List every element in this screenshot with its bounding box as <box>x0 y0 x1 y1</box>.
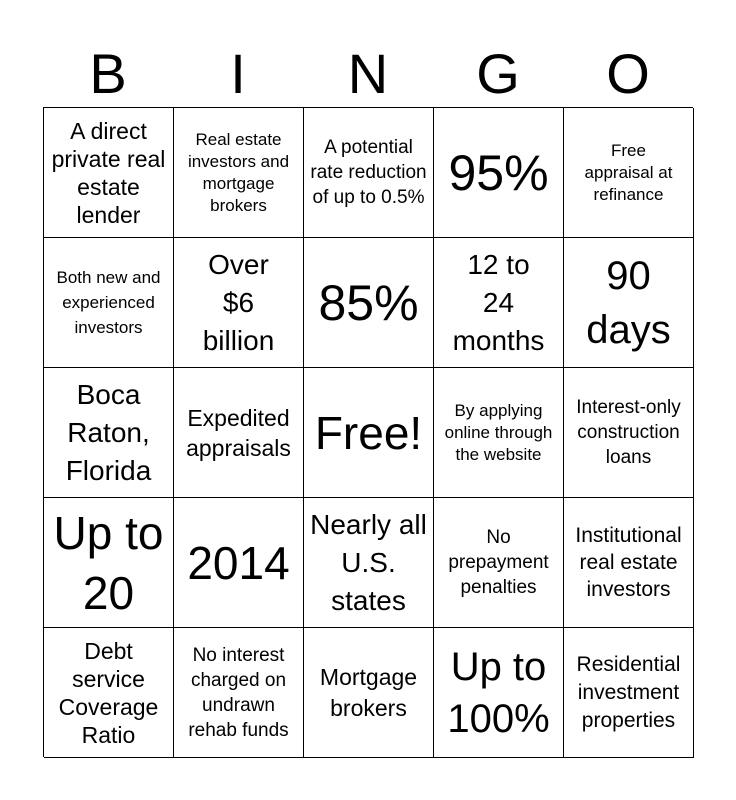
bingo-cell[interactable] <box>174 108 304 238</box>
bingo-cell[interactable] <box>44 628 174 758</box>
bingo-cell[interactable] <box>564 238 694 368</box>
bingo-cell[interactable] <box>434 498 564 628</box>
bingo-cell[interactable] <box>174 498 304 628</box>
header-letter-b: B <box>89 42 127 105</box>
cell-text: Institutional real estate investors <box>575 524 682 601</box>
bingo-cell[interactable] <box>564 498 694 628</box>
bingo-cell[interactable] <box>174 368 304 498</box>
cell-text: A potential rate reduction of up to 0.5% <box>310 137 427 208</box>
header-letter-i: I <box>230 42 246 105</box>
bingo-cell[interactable] <box>44 368 174 498</box>
cell-text: By applying online through the website <box>444 400 553 464</box>
bingo-cell[interactable] <box>304 498 434 628</box>
bingo-cell[interactable] <box>434 238 564 368</box>
bingo-cell[interactable] <box>304 368 434 498</box>
header-letter-n: N <box>347 42 389 105</box>
header-letter-o: O <box>606 42 650 105</box>
cell-text: 90 days <box>586 253 671 352</box>
cell-text: 95% <box>448 144 549 201</box>
cell-text: Up to 20 <box>53 506 164 619</box>
bingo-cell[interactable] <box>434 108 564 238</box>
cell-text: Debt service Coverage Ratio <box>58 637 159 748</box>
cell-text: Expedited appraisals <box>186 404 291 461</box>
cell-text: Nearly all U.S. states <box>310 508 427 616</box>
bingo-header <box>43 40 693 108</box>
cell-text: No prepayment penalties <box>448 527 549 598</box>
cell-text: No interest charged on undrawn rehab funds <box>188 644 289 741</box>
cell-text: Over $6 billion <box>202 248 275 356</box>
bingo-cell[interactable] <box>564 108 694 238</box>
cell-text: Up to 100% <box>447 644 550 741</box>
bingo-cell[interactable] <box>174 238 304 368</box>
cell-text: Mortgage brokers <box>319 663 418 721</box>
header-letter-g: G <box>476 42 520 105</box>
cell-text: 2014 <box>187 536 290 589</box>
bingo-cell[interactable] <box>304 628 434 758</box>
cell-text: Interest-only construction loans <box>576 397 681 468</box>
bingo-cell[interactable] <box>564 368 694 498</box>
bingo-cell[interactable] <box>174 628 304 758</box>
bingo-cell[interactable] <box>434 368 564 498</box>
bingo-cell[interactable] <box>44 498 174 628</box>
cell-text: 12 to 24 months <box>452 248 545 356</box>
cell-text: Boca Raton, Florida <box>65 378 152 486</box>
bingo-cell[interactable] <box>564 628 694 758</box>
cell-text: 85% <box>318 274 419 331</box>
bingo-card-grid <box>43 107 693 757</box>
cell-text: Real estate investors and mortgage brokers <box>187 129 290 215</box>
cell-text: Free appraisal at refinance <box>584 140 673 204</box>
bingo-cell[interactable] <box>44 238 174 368</box>
bingo-cell[interactable] <box>434 628 564 758</box>
bingo-cell[interactable] <box>304 238 434 368</box>
cell-text: Residential investment properties <box>576 652 681 732</box>
bingo-cell[interactable] <box>304 108 434 238</box>
cell-text: Free! <box>314 406 423 459</box>
cell-text: A direct private real estate lender <box>51 117 166 228</box>
cell-text: Both new and experienced investors <box>56 268 161 337</box>
bingo-cell[interactable] <box>44 108 174 238</box>
